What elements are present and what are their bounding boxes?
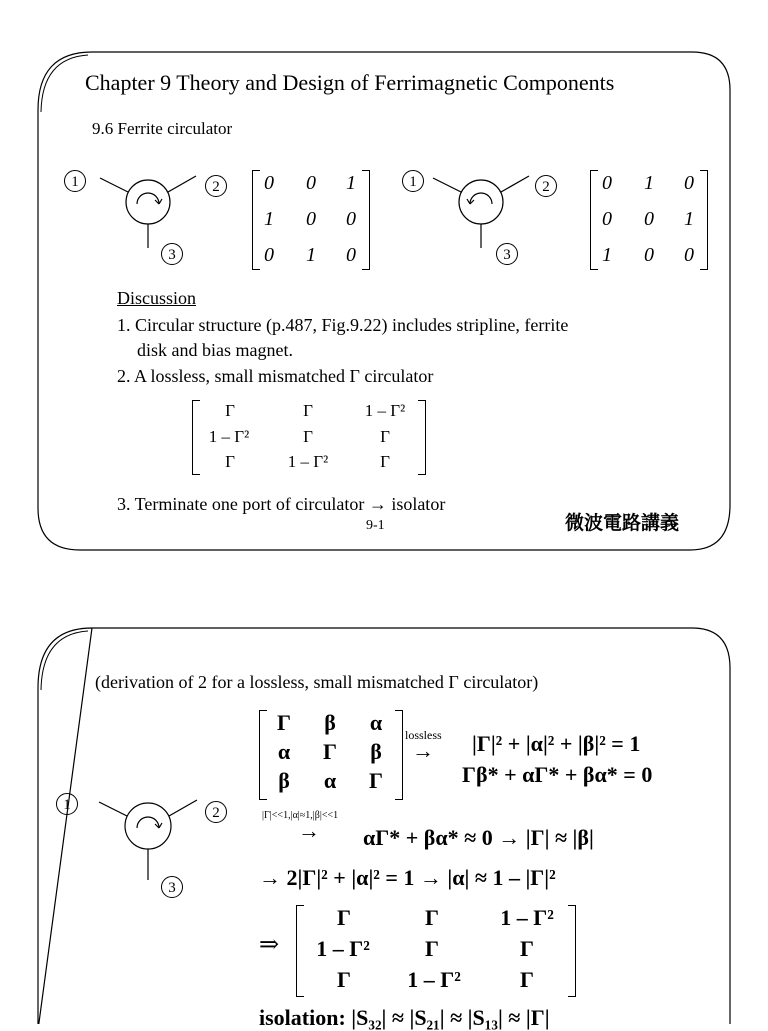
matrix-cell: 1 [306, 244, 316, 266]
matrix-cell: 1 [684, 208, 694, 230]
matrix-cell: 0 [602, 172, 612, 194]
matrix-cell: 0 [264, 244, 274, 266]
port-2-label: 2 [205, 175, 227, 197]
gamma-matrix [192, 400, 426, 475]
matrix-cell: 1 – Γ² [500, 905, 554, 930]
port-3-label: 3 [161, 243, 183, 265]
matrix-cell: 1 – Γ² [407, 967, 461, 992]
course-watermark: 微波電路講義 [565, 512, 680, 534]
page-number: 9-1 [366, 518, 385, 533]
matrix-cell: α [323, 768, 337, 793]
matrix-cell: 0 [306, 172, 316, 194]
matrix-cell: Γ [303, 401, 313, 420]
symbolic-s-matrix [259, 710, 403, 800]
matrix-cell: Γ [380, 452, 390, 471]
matrix-cell: 0 [644, 244, 654, 266]
matrix-cell: Γ [425, 936, 439, 961]
equation-approx-2: → 2|Γ|² + |α|² = 1 → |α| ≈ 1 – |Γ|² [259, 865, 556, 890]
port-1-label: 1 [56, 793, 78, 815]
matrix-cell: 1 – Γ² [316, 936, 370, 961]
matrix-cell: Γ [323, 739, 337, 764]
discussion-item-2: 2. A lossless, small mismatched Γ circulator [117, 366, 434, 386]
port-2-label: 2 [205, 801, 227, 823]
matrix-cell: Γ [380, 427, 390, 446]
circulator-clockwise-icon [95, 790, 205, 880]
matrix-cell: β [370, 739, 382, 764]
matrix-cell: 0 [346, 208, 356, 230]
equation-unitarity-1: |Γ|² + |α|² + |β|² = 1 [472, 731, 641, 756]
matrix-cell: 0 [644, 208, 654, 230]
matrix-cell: Γ [425, 905, 439, 930]
matrix-cell: Γ [520, 936, 534, 961]
matrix-cell: Γ [369, 768, 383, 793]
discussion-item-3: 3. Terminate one port of circulator → isolator [117, 494, 446, 514]
arrow-condition-lossless: lossless [405, 728, 442, 742]
port-2-label: 2 [535, 175, 557, 197]
scattering-matrix-a [252, 170, 370, 270]
matrix-cell: α [369, 710, 383, 735]
matrix-cell: Γ [225, 401, 235, 420]
matrix-cell: 1 – Γ² [287, 452, 329, 471]
section-heading: 9.6 Ferrite circulator [92, 119, 233, 138]
derivation-heading: (derivation of 2 for a lossless, small mismatched Γ circulator) [95, 672, 539, 692]
arrow-condition-approx: |Γ|<<1,|α|≈1,|β|<<1 [262, 810, 339, 821]
port-1-label: 1 [402, 170, 424, 192]
matrix-cell: Γ [337, 967, 351, 992]
matrix-cell: Γ [225, 452, 235, 471]
circulator-clockwise-icon [95, 168, 205, 248]
circulator-counterclockwise-icon [428, 168, 538, 248]
discussion-heading: Discussion [117, 288, 197, 308]
matrix-cell: β [278, 768, 290, 793]
equation-unitarity-2: Γβ* + αΓ* + βα* = 0 [462, 762, 653, 787]
matrix-cell: 1 [346, 172, 356, 194]
port-1-label: 1 [64, 170, 86, 192]
matrix-cell: 0 [602, 208, 612, 230]
matrix-cell: Γ [337, 905, 351, 930]
isolation-equation: isolation: |S₃₂| ≈ |S₂₁| ≈ |S₁₃| ≈ |Γ| [259, 1005, 550, 1030]
matrix-cell: 1 – Γ² [208, 427, 250, 446]
matrix-cell: 1 [602, 244, 612, 266]
scattering-matrix-b [590, 170, 708, 270]
discussion-item-1: 1. Circular structure (p.487, Fig.9.22) includes stripline, ferrite [117, 315, 569, 335]
implies-symbol: ⇒ [259, 932, 280, 958]
discussion-item-1-continued: disk and bias magnet. [137, 340, 293, 360]
matrix-cell: 0 [306, 208, 316, 230]
matrix-cell: Γ [277, 710, 291, 735]
matrix-cell: 0 [264, 172, 274, 194]
matrix-cell: Γ [303, 427, 313, 446]
matrix-cell: α [277, 739, 291, 764]
slide-title: Chapter 9 Theory and Design of Ferrimagnetic Components [85, 70, 615, 95]
matrix-cell: 1 – Γ² [364, 401, 406, 420]
right-arrow-icon: → [412, 738, 434, 763]
right-arrow-icon: → [298, 818, 320, 843]
matrix-cell: Γ [520, 967, 534, 992]
matrix-cell: 0 [346, 244, 356, 266]
port-3-label: 3 [496, 243, 518, 265]
port-3-label: 3 [161, 876, 183, 898]
matrix-cell: 0 [684, 244, 694, 266]
matrix-cell: 0 [684, 172, 694, 194]
matrix-cell: β [324, 710, 336, 735]
result-matrix [296, 905, 576, 997]
matrix-cell: 1 [644, 172, 654, 194]
equation-approx-1: αΓ* + βα* ≈ 0 → |Γ| ≈ |β| [363, 825, 594, 850]
matrix-cell: 1 [264, 208, 274, 230]
